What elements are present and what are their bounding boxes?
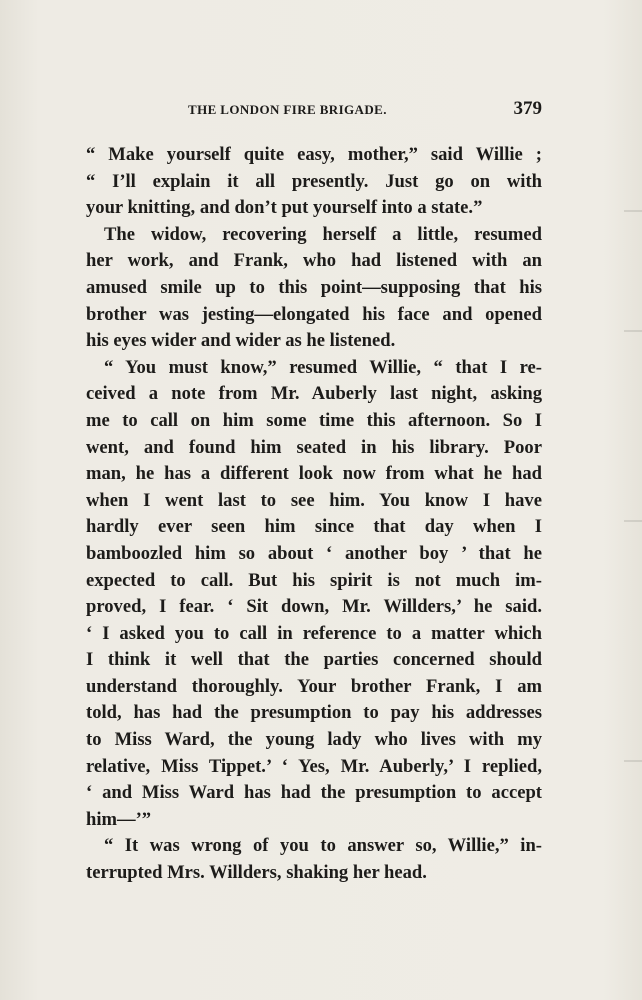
text-line: bamboozled him so about ‘ another boy ’ that he <box>86 542 542 564</box>
page-header <box>86 98 542 122</box>
text-line: brother was jesting—elongated his face and opened <box>86 303 542 325</box>
page-number: 379 <box>513 98 542 119</box>
text-line: relative, Miss Tippet.’ ‘ Yes, Mr. Auberly,’ I replied, <box>86 755 542 777</box>
text-line: “ Make yourself quite easy, mother,” said Willie ; <box>86 144 542 165</box>
text-line: man, he has a different look now from what he had <box>86 463 542 485</box>
body-text <box>86 142 542 887</box>
show-through-mark <box>624 760 642 762</box>
running-head: THE LONDON FIRE BRIGADE. <box>188 102 387 117</box>
text-line: The widow, recovering herself a little, resumed <box>104 223 542 245</box>
text-line: terrupted Mrs. Willders, shaking her head. <box>86 862 427 884</box>
text-line: to Miss Ward, the young lady who lives with my <box>86 729 542 751</box>
text-line: told, has had the presumption to pay his addresses <box>86 702 542 724</box>
text-line: went, and found him seated in his library. Poor <box>86 436 542 458</box>
text-line: expected to call. But his spirit is not much im- <box>86 569 542 591</box>
text-line: “ You must know,” resumed Willie, “ that I re- <box>104 356 542 378</box>
text-line: when I went last to see him. You know I have <box>86 489 542 511</box>
text-line: ‘ and Miss Ward has had the presumption to accept <box>86 782 542 804</box>
text-line: ‘ I asked you to call in reference to a matter which <box>86 622 542 644</box>
text-line: his eyes wider and wider as he listened. <box>86 330 396 352</box>
show-through-mark <box>624 520 642 522</box>
text-line: amused smile up to this point—supposing that his <box>86 276 542 298</box>
show-through-mark <box>624 330 642 332</box>
text-line: him—’” <box>86 808 152 830</box>
text-line: “ It was wrong of you to answer so, Willie,” in- <box>104 835 542 857</box>
text-line: me to call on him some time this afternoon. So I <box>86 409 542 431</box>
text-line: ceived a note from Mr. Auberly last night, asking <box>86 383 542 405</box>
text-line: proved, I fear. ‘ Sit down, Mr. Willders,’ he said. <box>86 596 542 618</box>
text-line: I think it well that the parties concerned should <box>86 649 542 671</box>
text-line: your knitting, and don’t put yourself into a state.” <box>86 197 483 219</box>
show-through-mark <box>624 210 642 212</box>
text-line: hardly ever seen him since that day when I <box>86 516 542 538</box>
text-line: understand thoroughly. Your brother Frank, I am <box>86 675 542 697</box>
text-line: her work, and Frank, who had listened with an <box>86 250 542 272</box>
text-line: “ I’ll explain it all presently. Just go on with <box>86 170 542 192</box>
